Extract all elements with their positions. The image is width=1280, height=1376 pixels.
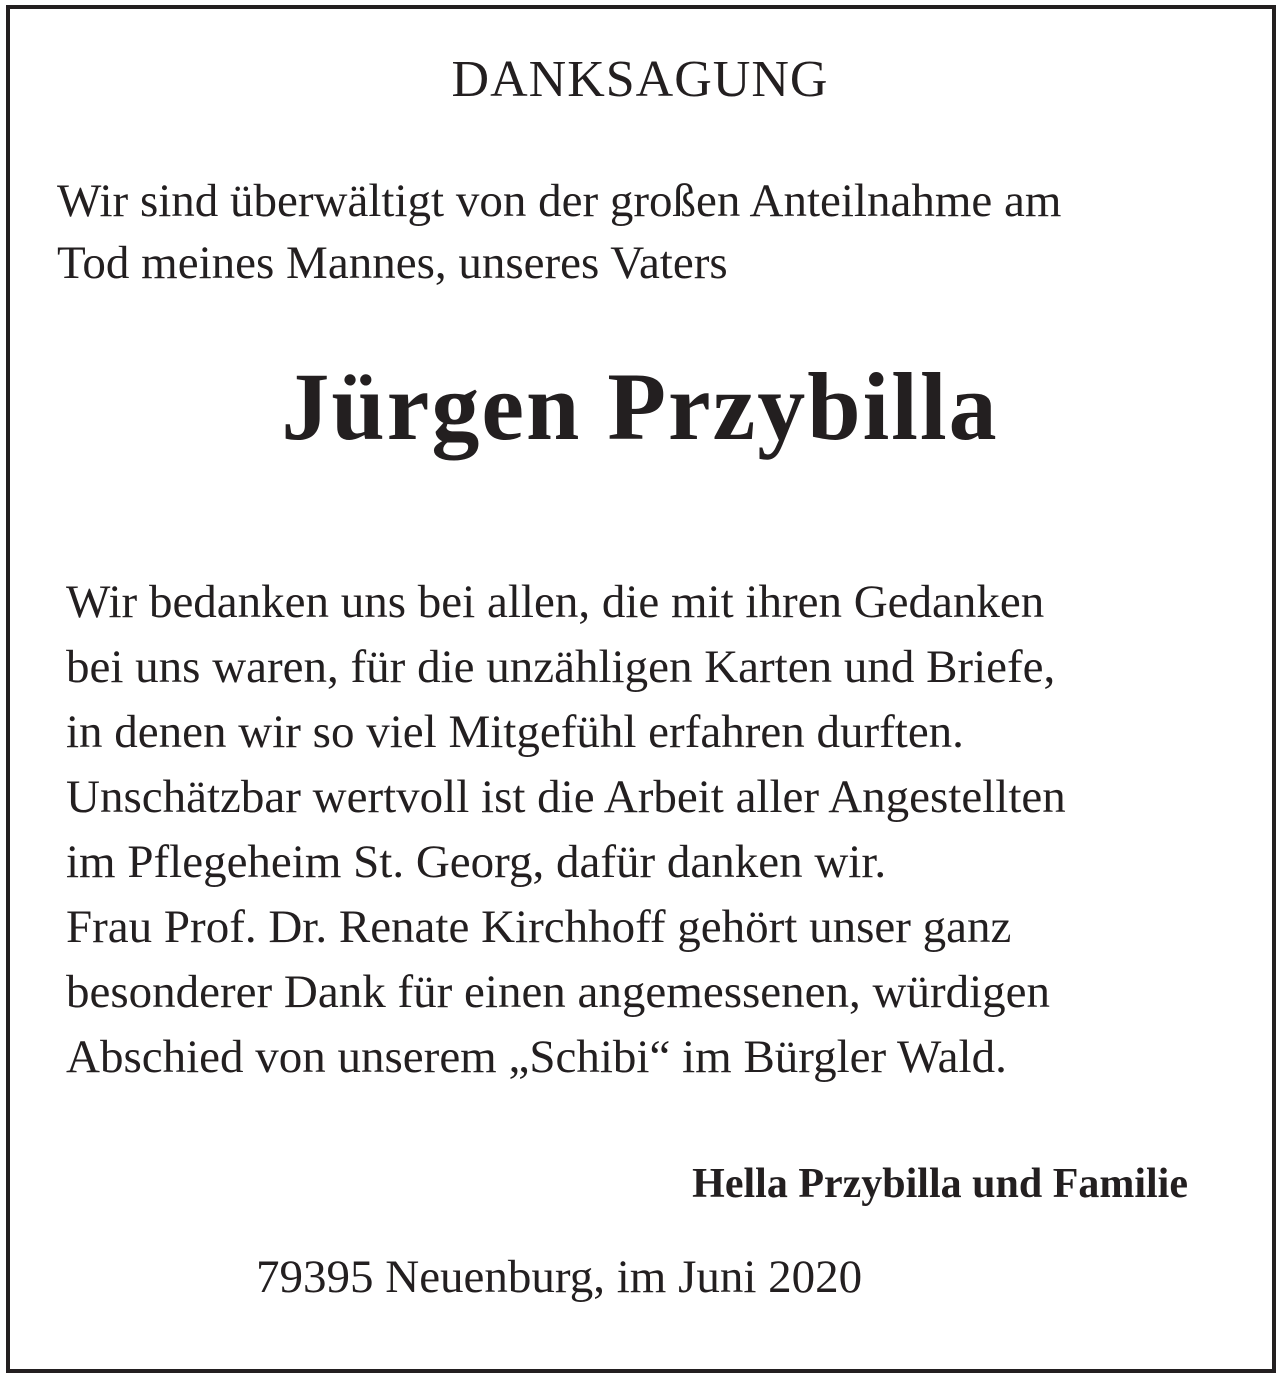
body-line: besonderer Dank für einen angemessenen, würdigen	[66, 966, 1051, 1018]
deceased-name: Jürgen Przybilla	[281, 353, 999, 460]
body-line: Frau Prof. Dr. Renate Kirchhoff gehört unser ganz	[66, 901, 1012, 953]
body-line: Abschied von unserem „Schibi“ im Bürgler Wald.	[66, 1031, 1007, 1083]
body-line: in denen wir so viel Mitgefühl erfahren durften.	[66, 706, 964, 758]
body-line: Wir bedanken uns bei allen, die mit ihren Gedanken	[66, 576, 1045, 628]
body-line: bei uns waren, für die unzähligen Karten und Briefe,	[66, 641, 1056, 693]
intro-line: Tod meines Mannes, unseres Vaters	[57, 237, 728, 289]
family-signature: Hella Przybilla und Familie	[692, 1161, 1188, 1207]
thanks-body-text	[66, 570, 1066, 1090]
intro-text	[57, 170, 1061, 294]
body-line: Unschätzbar wertvoll ist die Arbeit aller Angestellten	[66, 771, 1066, 823]
body-line: im Pflegeheim St. Georg, dafür danken wir.	[66, 836, 887, 888]
intro-line: Wir sind überwältigt von der großen Anteilnahme am	[57, 175, 1062, 227]
place-and-date: 79395 Neuenburg, im Juni 2020	[256, 1251, 863, 1303]
notice-heading: DANKSAGUNG	[451, 51, 829, 108]
